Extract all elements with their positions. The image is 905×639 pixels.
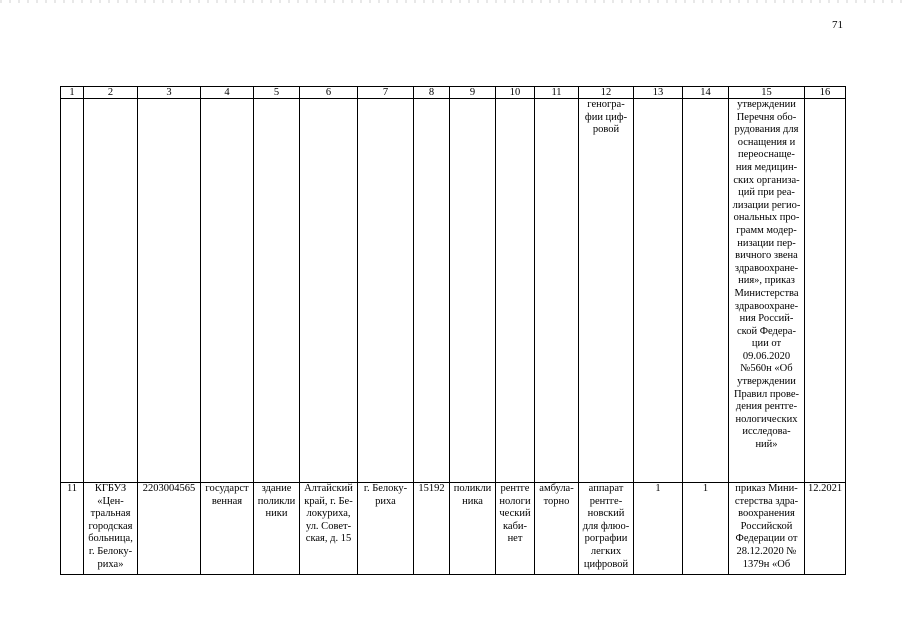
header-cell: 13 [634, 87, 683, 99]
header-cell: 14 [683, 87, 729, 99]
table-row-11 [61, 483, 846, 575]
header-cell: 9 [450, 87, 496, 99]
header-cell: 4 [201, 87, 254, 99]
ownership-cell: государст венная [201, 483, 254, 575]
equipment-table [60, 86, 846, 575]
header-cell: 3 [138, 87, 201, 99]
scan-artifact [0, 0, 905, 3]
cell [138, 99, 201, 483]
header-cell: 16 [805, 87, 846, 99]
cell [683, 99, 729, 483]
cell [84, 99, 138, 483]
cell [254, 99, 300, 483]
row-number-cell: 11 [61, 483, 84, 575]
oktmo-cell: 15192 [414, 483, 450, 575]
header-cell: 6 [300, 87, 358, 99]
equipment-name-cell: аппарат рентге- новский для флюо- рографии легких цифровой [579, 483, 634, 575]
cell [450, 99, 496, 483]
header-cell: 12 [579, 87, 634, 99]
header-cell: 15 [729, 87, 805, 99]
legal-basis-cell: приказ Мини- стерства здра- воохранения Российской Федерации от 28.12.2020 № 1379н «Об [729, 483, 805, 575]
table-row-continued [61, 99, 846, 483]
header-cell: 11 [535, 87, 579, 99]
cell [61, 99, 84, 483]
header-cell: 1 [61, 87, 84, 99]
cell [414, 99, 450, 483]
building-cell: здание поликли ники [254, 483, 300, 575]
header-cell: 2 [84, 87, 138, 99]
header-cell: 10 [496, 87, 535, 99]
cell [535, 99, 579, 483]
header-cell: 7 [358, 87, 414, 99]
column-number-row [61, 87, 846, 99]
legal-basis-cell: утверждении Перечня обо- рудования для оснащения и переоснаще- ния медицин- ских организа- ций при реа- лизации регио- ональных про- грамм модер- низации пер- вичного звена здравоохране- ния», приказ Министерства здравоохране- ния Россий- ской Федера- ции от 09.06.2020 №560н «Об утверждении Правил прове- дения рентге- нологических исследова- ний» [729, 99, 805, 483]
unit-cell: поликли ника [450, 483, 496, 575]
quantity-cell: 1 [634, 483, 683, 575]
cell [358, 99, 414, 483]
cell [805, 99, 846, 483]
organization-cell: КГБУЗ «Цен- тральная городская больница, г. Белоку- риха» [84, 483, 138, 575]
date-cell: 12.2021 [805, 483, 846, 575]
cell [300, 99, 358, 483]
address-cell: Алтайский край, г. Бе- локуриха, ул. Совет- ская, д. 15 [300, 483, 358, 575]
cell [634, 99, 683, 483]
department-cell: рентге нологи ческий каби- нет [496, 483, 535, 575]
page-number: 71 [832, 19, 843, 31]
cell [496, 99, 535, 483]
header-cell: 8 [414, 87, 450, 99]
cell [201, 99, 254, 483]
locality-cell: г. Белоку- риха [358, 483, 414, 575]
equipment-name-cell: геногра- фии циф- ровой [579, 99, 634, 483]
care-form-cell: амбула- торно [535, 483, 579, 575]
quantity-cell: 1 [683, 483, 729, 575]
inn-cell: 2203004565 [138, 483, 201, 575]
header-cell: 5 [254, 87, 300, 99]
